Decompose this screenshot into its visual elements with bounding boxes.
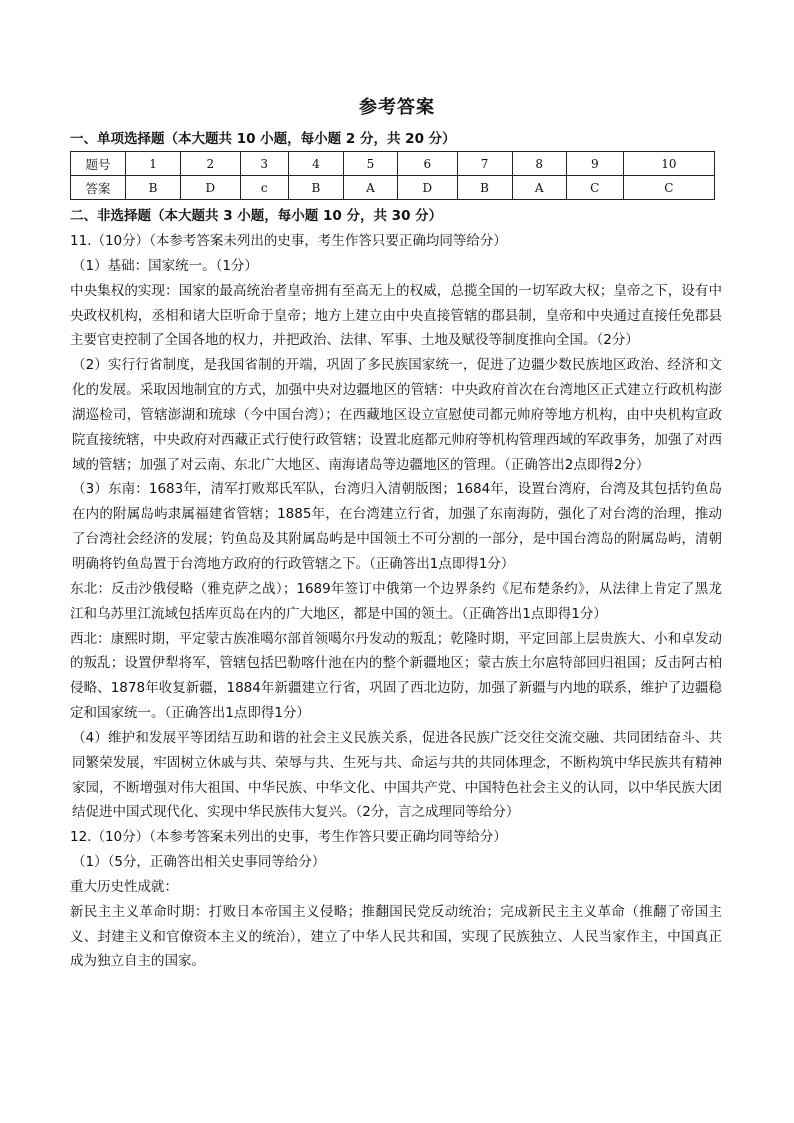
- q12-header: 12.（10分）（本参考答案未列出的史事，考生作答只要正确均同等给分）: [70, 829, 507, 846]
- answer-row: [71, 176, 715, 200]
- answer-cell: B: [288, 176, 343, 200]
- answer-cell: C: [566, 176, 623, 200]
- question-number: 3: [240, 152, 288, 176]
- q11-part4: （4）维护和发展平等团结互助和谐的社会主义民族关系，促进各民族广泛交往交流交融、共同团结奋斗、共同繁荣发展，牢固树立休戚与共、荣辱与共、生死与共、命运与共的共同体理念，不断构筑中华民族共有精神家园，不断增强对伟大祖国、中华民族、中华文化、中国共产党、中国特色社会主义的认同，以中华民族大团结促进中国式现代化、实现中华民族伟大复兴。（2分，言之成理同等给分）: [72, 729, 722, 821]
- answer-cell: c: [240, 176, 288, 200]
- q11-header: 11.（10分）（本参考答案未列出的史事，考生作答只要正确均同等给分）: [70, 233, 507, 249]
- section1-heading: 一、单项选择题（本大题共 10 小题，每小题 2 分，共 20 分）: [70, 131, 456, 147]
- answer-row-label: 答案: [71, 176, 126, 200]
- page-title: 参考答案: [359, 97, 435, 118]
- question-number: 5: [343, 152, 397, 176]
- question-number: 2: [181, 152, 240, 176]
- answer-cell: A: [343, 176, 397, 200]
- answer-cell: B: [457, 176, 512, 200]
- q11-part3-southeast: （3）东南：1683年，清军打败郑氏军队，台湾归入清朝版图；1684年，设置台湾府，台湾及其包括钓鱼岛在内的附属岛屿隶属福建省管辖；1885年，在台湾建立行省，加强了东南海防，强化了对台湾的治理，推动了台湾社会经济的发展；钓鱼岛及其附属岛屿是中国领土不可分割的一部分，是中国台湾岛的附属岛屿，清朝明确将钓鱼岛置于台湾地方政府的行政管辖之下。（正确答出1点即得1分）: [72, 481, 722, 572]
- answer-body: [70, 229, 722, 974]
- answer-cell: B: [126, 176, 181, 200]
- q11-part3-northwest: 西北：康熙时期，平定蒙古族准噶尔部首领噶尔丹发动的叛乱；乾隆时期，平定回部上层贵族大、小和卓发动的叛乱；设置伊犁将军，管辖包括巴勒喀什池在内的整个新疆地区；蒙古族土尔扈特部回归祖国；反击阿古柏侵略、1878年收复新疆，1884年新疆建立行省，巩固了西北边防，加强了新疆与内地的联系，维护了边疆稳定和国家统一。（正确答出1点即得1分）: [70, 630, 722, 722]
- question-number: 9: [566, 152, 623, 176]
- question-number: 8: [512, 152, 566, 176]
- question-row-label: 题号: [71, 152, 126, 176]
- answer-cell: D: [398, 176, 457, 200]
- answer-cell: C: [623, 176, 714, 200]
- question-number: 7: [457, 152, 512, 176]
- q11-part3-northeast: 东北：反击沙俄侵略（雅克萨之战）；1689年签订中俄第一个边界条约《尼布楚条约》，从法律上肯定了黑龙江和乌苏里江流域包括库页岛在内的广大地区，都是中国的领土。（正确答出1点即得1分）: [70, 580, 722, 622]
- q12-subheading: 重大历史性成就：: [70, 878, 178, 895]
- q11-part1: （1）基础：国家统一。（1分）: [72, 257, 258, 274]
- q11-part1-detail: 中央集权的实现：国家的最高统治者皇帝拥有至高无上的权威，总揽全国的一切军政大权；皇帝之下，设有中央政权机构，丞相和诸大臣听命于皇帝；地方上建立由中央直接管辖的郡县制，皇帝和中央通过直接任免郡县主要官吏控制了全国各地的权力，并把政治、法律、军事、土地及赋役等制度推向全国。（2分）: [70, 282, 722, 349]
- q12-part1: （1）（5分，正确答出相关史事同等给分）: [72, 854, 326, 871]
- question-number-row: [71, 152, 715, 176]
- q11-part2: （2）实行行省制度，是我国省制的开端，巩固了多民族国家统一，促进了边疆少数民族地区政治、经济和文化的发展。采取因地制宜的方式，加强中央对边疆地区的管辖：中央政府首次在台湾地区正式建立行政机构澎湖巡检司，管辖澎湖和琉球（今中国台湾）；在西藏地区设立宣慰使司都元帅府等地方机构，由中央机构宣政院直接统辖，中央政府对西藏正式行使行政管辖；设置北庭都元帅府等机构管理西域的军政事务，加强了对西域的管辖；加强了对云南、东北广大地区、南海诸岛等边疆地区的管理。（正确答出2点即得2分）: [72, 357, 722, 473]
- question-number: 6: [398, 152, 457, 176]
- question-number: 1: [126, 152, 181, 176]
- answer-cell: A: [512, 176, 566, 200]
- section2-heading: 二、非选择题（本大题共 3 小题，每小题 10 分，共 30 分）: [70, 208, 443, 224]
- question-number: 10: [623, 152, 714, 176]
- q12-part1-detail: 新民主主义革命时期：打败日本帝国主义侵略；推翻国民党反动统治；完成新民主主义革命（推翻了帝国主义、封建主义和官僚资本主义的统治），建立了中华人民共和国，实现了民族独立、人民当家作主，中国真正成为独立自主的国家。: [70, 903, 722, 970]
- question-number: 4: [288, 152, 343, 176]
- answer-table: [70, 151, 715, 200]
- answer-cell: D: [181, 176, 240, 200]
